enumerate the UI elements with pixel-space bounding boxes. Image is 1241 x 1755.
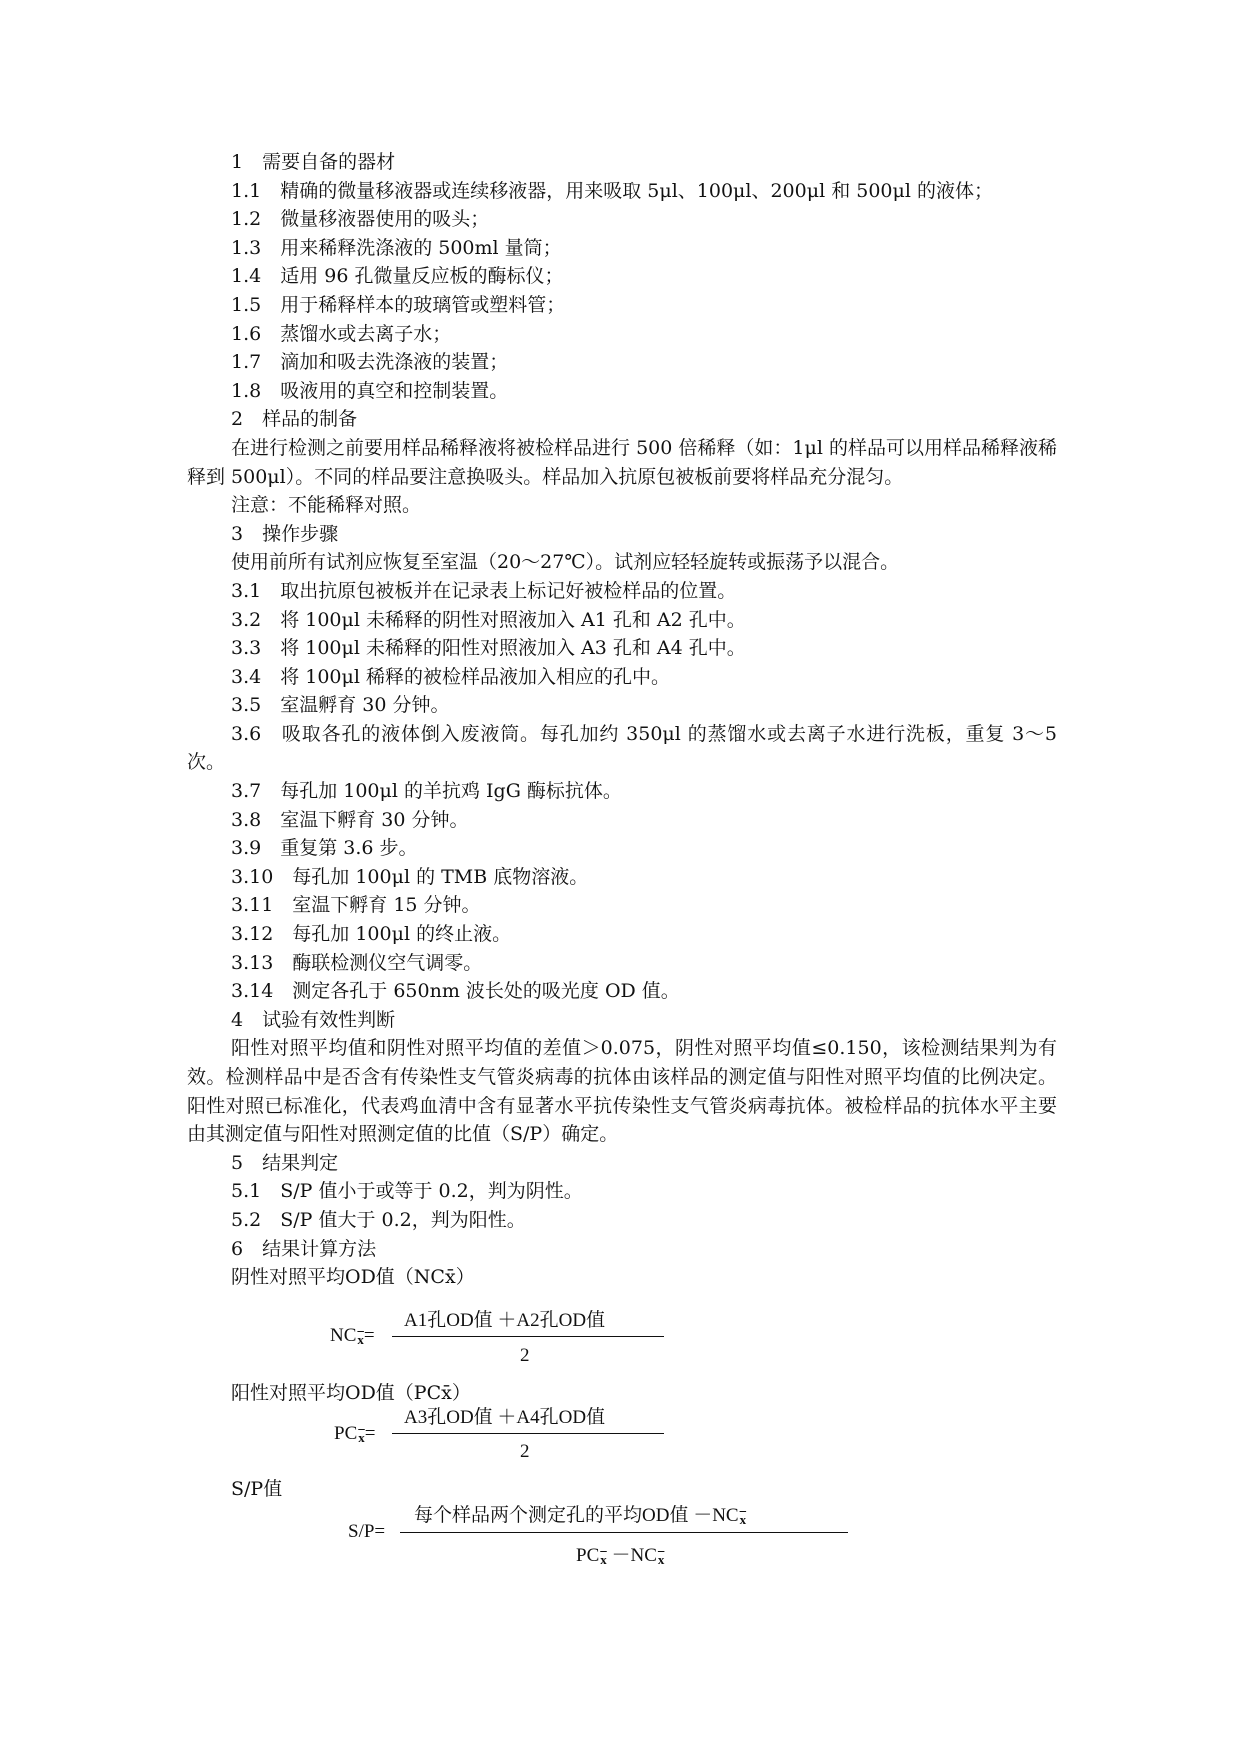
list-item: 3.6 吸取各孔的液体倒入废液筒。每孔加约 350μl 的蒸馏水或去离子水进行洗板，重复 3～5 次。	[187, 722, 1057, 774]
list-item: 3.3 将 100μl 未稀释的阳性对照液加入 A3 孔和 A4 孔中。	[231, 637, 746, 660]
formula-lhs: $PC\overline{x}=$	[334, 1423, 376, 1445]
list-item: 1.7 滴加和吸去洗涤液的装置；	[231, 351, 509, 374]
fraction-line	[392, 1336, 664, 1337]
sp-label: S/P值	[231, 1478, 283, 1500]
list-item: 3.4 将 100μl 稀释的被检样品液加入相应的孔中。	[231, 665, 670, 688]
fraction-line	[392, 1433, 664, 1434]
list-item: 3.12 每孔加 100μl 的终止液。	[231, 923, 512, 946]
list-item: 3.7 每孔加 100μl 的羊抗鸡 IgG 酶标抗体。	[231, 780, 622, 803]
section-6-title: 6 结果计算方法	[231, 1237, 377, 1260]
list-item: 3.5 室温孵育 30 分钟。	[231, 694, 450, 717]
list-item: 5.2 S/P 值大于 0.2，判为阳性。	[231, 1208, 526, 1231]
section-4-title: 4 试验有效性判断	[231, 1008, 396, 1031]
fraction-line	[400, 1532, 848, 1533]
list-item: 1.6 蒸馏水或去离子水；	[231, 322, 452, 345]
list-item: 3.1 取出抗原包被板并在记录表上标记好被检样品的位置。	[231, 579, 737, 602]
formula-denominator: $PC\overline{x} -NC\overline{x}$	[576, 1545, 665, 1567]
list-item: 1.5 用于稀释样本的玻璃管或塑料管；	[231, 293, 566, 316]
list-item: 1.1 精确的微量移液器或连续移液器，用来吸取 5μl、100μl、200μl 和 500μl 的液体；	[231, 179, 993, 202]
section-5-title: 5 结果判定	[231, 1151, 339, 1174]
formula-denominator: 2	[520, 1441, 530, 1462]
list-item: 5.1 S/P 值小于或等于 0.2，判为阴性。	[231, 1180, 583, 1203]
section-1-title: 1 需要自备的器材	[231, 151, 396, 173]
pc-label: 阳性对照平均OD值（PCx̄）	[231, 1382, 471, 1404]
formula-numerator: 每个样品两个测定孔的平均OD值 $-NC\overline{x}$	[414, 1505, 747, 1527]
list-item: 3.13 酶联检测仪空气调零。	[231, 951, 483, 974]
list-item: 1.3 用来稀释洗涤液的 500ml 量筒；	[231, 236, 562, 259]
formula-lhs: $NC\overline{x}=$	[330, 1325, 375, 1347]
formula-numerator: A1孔OD值 ＋A2孔OD值	[404, 1310, 606, 1331]
list-item: 1.8 吸液用的真空和控制装置。	[231, 379, 509, 402]
section-3-title: 3 操作步骤	[231, 522, 339, 545]
list-item: 3.8 室温下孵育 30 分钟。	[231, 808, 469, 831]
list-item: 1.2 微量移液器使用的吸头；	[231, 208, 490, 231]
list-item: 3.14 测定各孔于 650nm 波长处的吸光度 OD 值。	[231, 980, 680, 1003]
note: 注意：不能稀释对照。	[231, 494, 422, 517]
document-body	[187, 148, 1057, 1292]
list-item: 3.2 将 100μl 未稀释的阴性对照液加入 A1 孔和 A2 孔中。	[231, 608, 746, 631]
paragraph: 在进行检测之前要用样品稀释液将被检样品进行 500 倍稀释（如：1μl 的样品可以用样品稀释液稀释到 500μl）。不同的样品要注意换吸头。样品加入抗原包被板前要将样品充分混匀。	[187, 436, 1057, 488]
paragraph: 阳性对照平均值和阴性对照平均值的差值＞0.075，阴性对照平均值≤0.150，该检测结果判为有效。检测样品中是否含有传染性支气管炎病毒的抗体由该样品的测定值与阳性对照平均值的比例决定。阳性对照已标准化，代表鸡血清中含有显著水平抗传染性支气管炎病毒抗体。被检样品的抗体水平主要由其测定值与阳性对照测定值的比值（S/P）确定。	[187, 1037, 1057, 1146]
formula-denominator: 2	[520, 1345, 530, 1366]
list-item: 1.4 适用 96 孔微量反应板的酶标仪；	[231, 265, 564, 288]
formula-lhs: S/P=	[348, 1521, 386, 1542]
paragraph: 使用前所有试剂应恢复至室温（20～27℃）。试剂应轻轻旋转或振荡予以混合。	[231, 551, 900, 574]
nc-label: 阴性对照平均OD值（NCx̄）	[231, 1266, 475, 1289]
section-2-title: 2 样品的制备	[231, 408, 358, 431]
list-item: 3.10 每孔加 100μl 的 TMB 底物溶液。	[231, 865, 589, 888]
list-item: 3.11 室温下孵育 15 分钟。	[231, 894, 481, 917]
formula-numerator: A3孔OD值 ＋A4孔OD值	[404, 1407, 606, 1428]
list-item: 3.9 重复第 3.6 步。	[231, 837, 418, 860]
